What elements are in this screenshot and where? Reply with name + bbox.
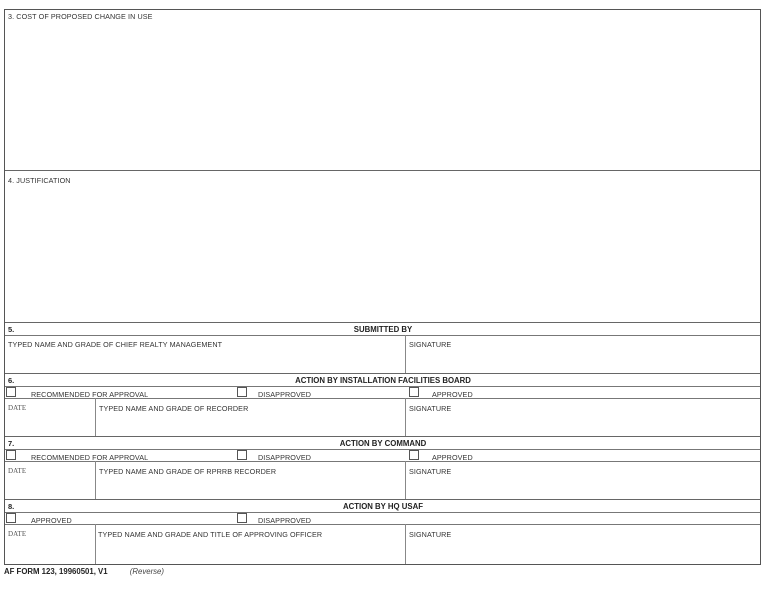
s7-signature-field[interactable] [406,462,760,499]
section-5-number: 5. [8,325,15,334]
s6-date-label: DATE [8,404,27,412]
s8-date-label: DATE [8,530,27,538]
s7-signature-label: SIGNATURE [409,467,452,476]
section-4-label: 4. JUSTIFICATION [8,176,71,185]
s6-signature-field[interactable] [406,399,760,436]
divider [5,386,760,387]
divider [5,512,760,513]
section-5-heading: SUBMITTED BY [353,325,413,334]
section-7-number: 7. [8,439,15,448]
s7-recommended-checkbox[interactable] [6,450,16,460]
s8-date-field[interactable] [5,525,95,564]
form-code: AF FORM 123, 19960501, V1 [4,567,108,576]
section-3-label: 3. COST OF PROPOSED CHANGE IN USE [8,12,153,21]
s7-approved-checkbox[interactable] [409,450,419,460]
s8-signature-label: SIGNATURE [409,530,452,539]
s6-approved-label: APPROVED [432,390,473,399]
s6-date-field[interactable] [5,399,95,436]
section-6-heading: ACTION BY INSTALLATION FACILITIES BOARD [295,376,471,385]
s6-recommended-label: RECOMMENDED FOR APPROVAL [31,390,149,399]
s7-recorder-name-label: TYPED NAME AND GRADE OF RPRRB RECORDER [99,467,277,476]
s6-disapproved-checkbox[interactable] [237,387,247,397]
divider [5,449,760,450]
divider [5,499,760,500]
af-form-123-reverse [4,9,761,565]
s8-approving-officer-field[interactable] [96,525,405,564]
divider [5,436,760,437]
justification-field[interactable] [5,171,760,322]
s6-recorder-name-field[interactable] [96,399,405,436]
section-5-signature-label: SIGNATURE [409,340,452,349]
section-7-heading: ACTION BY COMMAND [339,439,427,448]
s7-date-field[interactable] [5,462,95,499]
s7-disapproved-checkbox[interactable] [237,450,247,460]
s7-recommended-label: RECOMMENDED FOR APPROVAL [31,453,149,462]
form-side: (Reverse) [129,567,164,576]
chief-realty-name-field[interactable] [5,336,405,373]
divider [5,322,760,323]
s8-signature-field[interactable] [406,525,760,564]
s6-recorder-name-label: TYPED NAME AND GRADE OF RECORDER [99,404,249,413]
s8-approved-label: APPROVED [31,516,72,525]
s6-approved-checkbox[interactable] [409,387,419,397]
section-5-signature-field[interactable] [406,336,760,373]
s6-recommended-checkbox[interactable] [6,387,16,397]
s8-disapproved-checkbox[interactable] [237,513,247,523]
section-8-heading: ACTION BY HQ USAF [343,502,423,511]
s7-approved-label: APPROVED [432,453,473,462]
s7-disapproved-label: DISAPPROVED [258,453,312,462]
divider [5,373,760,374]
section-6-number: 6. [8,376,15,385]
cost-of-proposed-change-field[interactable] [5,10,760,170]
form-footer [4,567,164,576]
s7-date-label: DATE [8,467,27,475]
s8-approved-checkbox[interactable] [6,513,16,523]
s8-approving-officer-label: TYPED NAME AND GRADE AND TITLE OF APPROVING OFFICER [98,530,323,539]
s6-disapproved-label: DISAPPROVED [258,390,312,399]
s8-disapproved-label: DISAPPROVED [258,516,312,525]
s7-recorder-name-field[interactable] [96,462,405,499]
s6-signature-label: SIGNATURE [409,404,452,413]
chief-realty-name-label: TYPED NAME AND GRADE OF CHIEF REALTY MANAGEMENT [8,340,223,349]
section-8-number: 8. [8,502,15,511]
